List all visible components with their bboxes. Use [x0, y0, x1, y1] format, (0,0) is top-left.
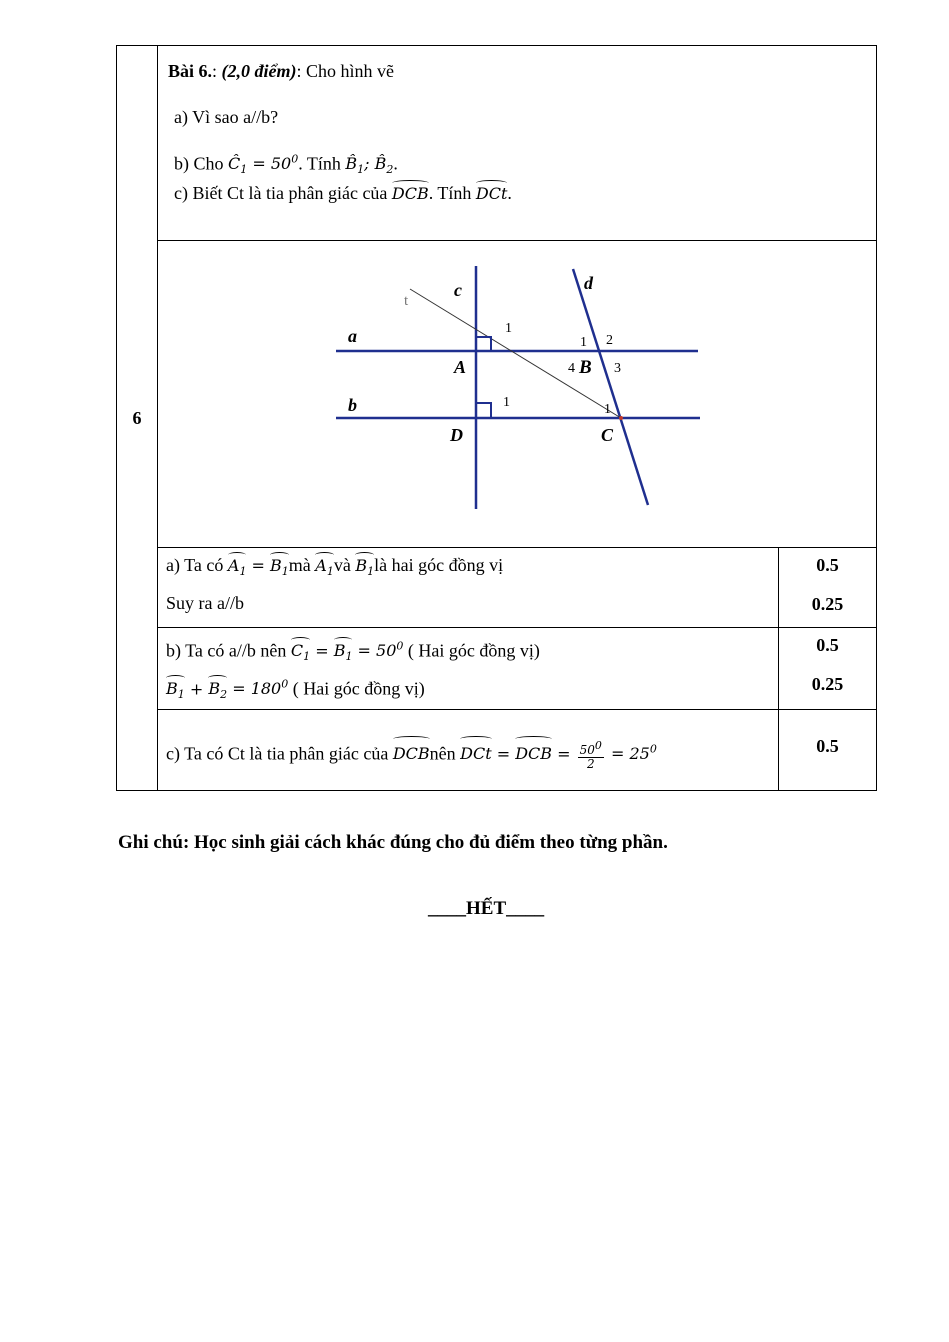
aa-va: và: [333, 555, 356, 575]
ac-num-sup: 0: [594, 739, 602, 753]
qb-b1-sub: 1: [357, 163, 365, 177]
ab2-angle-b2: [208, 678, 227, 706]
aa-b1-sub: 1: [281, 565, 289, 579]
qb-prefix: b) Cho: [174, 153, 228, 174]
title-sep: :: [212, 61, 222, 81]
qc-angle-dcb: DCB: [391, 184, 429, 203]
label-angle-c1: 1: [604, 402, 611, 417]
aa-a1: A: [227, 556, 240, 575]
ac-numerator: [578, 739, 604, 758]
qb-b2-sub: 2: [386, 163, 394, 177]
label-angle-b3: 3: [614, 361, 621, 376]
ac-angle-dcb2: DCB: [515, 739, 552, 769]
qb-end: .: [393, 153, 398, 174]
label-a: a: [348, 326, 357, 346]
qb-sup: 0: [291, 153, 299, 166]
question-number: [117, 46, 158, 791]
ac-fraction: [578, 739, 604, 771]
grading-note: Ghi chú: Học sinh giải cách khác đúng cho đủ điểm theo từng phần.: [118, 832, 668, 853]
problem-statement: [158, 46, 877, 241]
ab-prefix: b) Ta có a//b nên: [166, 640, 291, 661]
ac-prefix: c) Ta có Ct là tia phân giác của: [166, 743, 393, 764]
label-angle-b2: 2: [606, 333, 613, 348]
label-A: A: [454, 357, 467, 377]
qc-prefix: c) Biết Ct là tia phân giác của: [174, 183, 392, 203]
label-angle-a1: 1: [505, 321, 512, 336]
figure-cell: [158, 241, 877, 548]
ab2-b1-sub: 1: [177, 688, 185, 702]
ab-rest: ( Hai góc đồng vị): [403, 640, 540, 661]
label-B: B: [579, 357, 592, 378]
label-c: c: [454, 280, 462, 300]
aa-b2-sub: 1: [367, 565, 375, 579]
question-number-text: 6: [132, 407, 142, 428]
aa-angle-a1b: [315, 555, 334, 583]
qc-end: .: [507, 183, 512, 203]
ac-eq2: =: [552, 744, 576, 764]
problem-points: (2,0 điểm): [221, 61, 297, 81]
qb-angles: [345, 154, 394, 177]
label-D: D: [450, 425, 463, 445]
geometry-figure: [158, 241, 876, 547]
answer-b-cell: [158, 628, 779, 710]
ac-mid: nên: [429, 743, 461, 764]
ab-eq: =: [310, 641, 334, 661]
score-c-cell: [779, 710, 877, 791]
answer-table: [116, 45, 877, 791]
ac-num: 50: [579, 743, 595, 758]
end-marker: ____HẾT____: [428, 898, 545, 919]
label-angle-b1: 1: [580, 335, 587, 350]
aa-rest: là hai góc đồng vị: [374, 555, 504, 575]
qb-c-sub: 1: [240, 163, 248, 177]
score-b-cell: [779, 628, 877, 710]
right-angle-a: [476, 337, 491, 351]
ac-result: [606, 744, 657, 763]
ab2-b1: B: [166, 679, 178, 699]
aa-angle-b1: [270, 555, 289, 583]
qb-mid: . Tính: [298, 153, 346, 174]
label-angle-b4: 4: [568, 361, 575, 376]
ray-ct: [410, 289, 621, 418]
qb-b2-symbol: B̂: [374, 154, 387, 174]
score-a-cell: [779, 548, 877, 628]
ab-c1-sub: 1: [303, 650, 311, 664]
aa-a2: A: [315, 556, 327, 575]
answer-a-cell: [158, 548, 779, 628]
ab-angle-b1: [334, 640, 353, 668]
title-rest: : Cho hình vẽ: [296, 61, 395, 81]
answer-c-line1: [166, 735, 657, 771]
ab-val: = 50: [352, 641, 397, 661]
ab2-val: = 180: [227, 679, 282, 699]
qc-mid: . Tính: [428, 183, 476, 203]
ac-eq1: =: [491, 744, 516, 764]
aa-angle-a1: [228, 555, 247, 583]
qc-angle-dct: DCt: [475, 184, 508, 203]
score-b1: 0.5: [816, 635, 839, 655]
aa-angle-b1b: [355, 555, 374, 583]
ab2-angle-b1: [166, 678, 185, 706]
qb-c-symbol: Ĉ: [228, 154, 241, 174]
label-C: C: [601, 425, 614, 445]
question-b: [174, 149, 398, 182]
answer-b-line1: [166, 636, 540, 669]
ac-angle-dct: DCt: [460, 739, 492, 769]
aa-eq: =: [246, 556, 271, 575]
aa-prefix: a) Ta có: [166, 555, 228, 575]
label-angle-d1: 1: [503, 395, 510, 410]
line-d: [573, 269, 648, 505]
answer-a-line2: Suy ra a//b: [166, 593, 244, 613]
ab2-plus: +: [184, 679, 209, 699]
ab-angle-c1: [291, 640, 310, 668]
ab-c1: C: [290, 641, 304, 661]
problem-title: [168, 60, 394, 82]
qb-eq: = 50: [247, 154, 292, 174]
aa-mid: mà: [288, 555, 316, 575]
score-c1: 0.5: [816, 736, 839, 756]
ab2-rest: ( Hai góc đồng vị): [288, 678, 425, 699]
ab-b1-sub: 1: [345, 650, 353, 664]
ac-eq3: = 25: [605, 744, 650, 764]
label-t: t: [404, 293, 409, 309]
question-c: [174, 182, 512, 205]
label-d: d: [584, 273, 593, 293]
answer-b-line2: [166, 674, 425, 707]
aa-a1-sub: 1: [239, 565, 247, 579]
qb-angle-c1: [228, 153, 299, 177]
ab-b1: B: [333, 641, 346, 661]
score-a1: 0.5: [816, 555, 839, 575]
ac-sup: 0: [649, 743, 657, 756]
aa-b1: B: [270, 556, 282, 575]
ab2-sup: 0: [281, 678, 289, 691]
ab2-value: [227, 679, 288, 698]
right-angle-d: [476, 403, 491, 418]
aa-b2: B: [355, 556, 368, 575]
score-b2: 0.25: [811, 674, 844, 694]
answer-a-line1: [166, 554, 503, 583]
question-a: a) Vì sao a//b?: [174, 107, 279, 127]
ab-sup: 0: [396, 640, 404, 653]
score-a2: 0.25: [811, 594, 844, 614]
ac-denominator: 2: [586, 757, 595, 772]
aa-a2-sub: 1: [326, 565, 334, 579]
point-c-dot: [619, 416, 623, 420]
title-bold: Bài 6.: [168, 61, 213, 81]
qb-sep: ;: [364, 154, 375, 174]
ab-value: [352, 641, 403, 660]
qb-b1-symbol: B̂: [345, 154, 358, 174]
answer-c-cell: [158, 710, 779, 791]
ab2-b2: B: [208, 679, 221, 699]
ac-angle-dcb: DCB: [393, 739, 430, 769]
label-b: b: [348, 395, 357, 415]
ab2-b2-sub: 2: [220, 688, 228, 702]
